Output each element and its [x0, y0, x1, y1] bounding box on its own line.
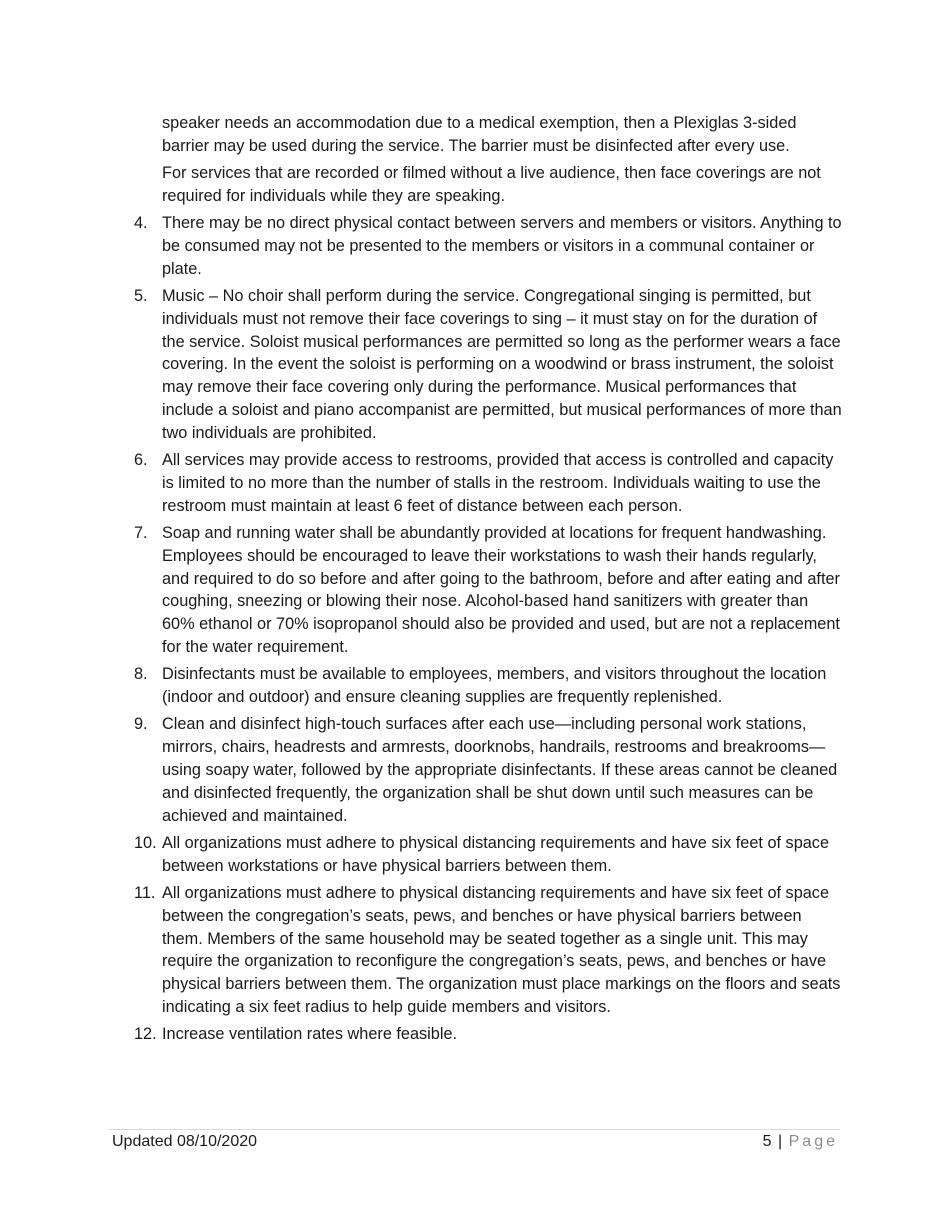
- list-item: [134, 713, 844, 827]
- footer-page-indicator: [763, 1132, 838, 1152]
- list-item: [134, 285, 844, 445]
- list-item-number: 5.: [134, 287, 148, 306]
- list-item: [134, 882, 844, 1019]
- page-number: 5: [762, 1133, 772, 1150]
- list-item-number: 7.: [134, 524, 148, 543]
- body-content: [134, 112, 844, 1051]
- list-item-text: Clean and disinfect high-touch surfaces after each use—including personal work stations, mirrors, chairs, headrests and armrests, doorknobs, handrails, restrooms and breakrooms—using soapy water, followed by the appropriate disinfectants. If these areas cannot be cleaned and disinfected frequently, the organization shall be shut down until such measures can be achieved and maintained.: [162, 715, 838, 825]
- list-item: [134, 212, 844, 280]
- list-item-text: All organizations must adhere to physical distancing requirements and have six feet of space between workstations or have physical barriers between them.: [162, 833, 829, 875]
- list-item-text: There may be no direct physical contact between servers and members or visitors. Anything to be consumed may not be presented to the members or visitors in a communal container or plate.: [162, 214, 842, 278]
- list-item-number: 6.: [134, 451, 148, 470]
- list-item: [134, 449, 844, 517]
- list-item-number: 10.: [134, 833, 157, 852]
- list-item-number: 4.: [134, 214, 148, 233]
- footer-updated-date: Updated 08/10/2020: [112, 1133, 258, 1150]
- list-item: [134, 832, 844, 878]
- continuation-paragraph: speaker needs an accommodation due to a medical exemption, then a Plexiglas 3-sided barrier may be used during the service. The barrier must be disinfected after every use.: [162, 114, 797, 155]
- list-item-text: Music – No choir shall perform during the service. Congregational singing is permitted, but individuals must not remove their face coverings to sing – it must stay on for the duration of the service. Soloist musical performances are permitted so long as the performer wears a face covering. In the event the soloist is performing on a woodwind or brass instrument, the soloist may remove their face covering only during the performance. Musical performances that include a soloist and piano accompanist are permitted, but musical performances of more than two individuals are prohibited.: [162, 287, 842, 442]
- list-item-text: Disinfectants must be available to employees, members, and visitors throughout the location (indoor and outdoor) and ensure cleaning supplies are frequently replenished.: [162, 665, 827, 707]
- list-item: [134, 1023, 844, 1046]
- list-item-text: All services may provide access to restrooms, provided that access is controlled and capacity is limited to no more than the number of stalls in the restroom. Individuals waiting to use the restroom must maintain at least 6 feet of distance between each person.: [162, 451, 834, 515]
- list-item-text: Increase ventilation rates where feasible.: [162, 1025, 458, 1044]
- page-separator: |: [778, 1133, 783, 1150]
- page-word: Page: [788, 1133, 838, 1150]
- list-item-number: 9.: [134, 715, 148, 734]
- list-item-number: 12.: [134, 1025, 157, 1044]
- footer-divider: [109, 1129, 840, 1130]
- list-item: [134, 522, 844, 659]
- list-item-number: 8.: [134, 665, 148, 684]
- list-item-text: Soap and running water shall be abundantly provided at locations for frequent handwashing. Employees should be encouraged to leave their workstations to wash their hands regularly, and required to do so before and after going to the bathroom, before and after eating and after coughing, sneezing or blowing their nose. Alcohol-based hand sanitizers with greater than 60% ethanol or 70% isopropanol should also be provided and used, but are not a replacement for the water requirement.: [162, 524, 840, 657]
- continuation-paragraph: For services that are recorded or filmed without a live audience, then face coverings are not required for individuals while they are speaking.: [162, 164, 821, 205]
- list-item-number: 11.: [134, 884, 156, 902]
- list-item-text: All organizations must adhere to physical distancing requirements and have six feet of space between the congregation’s seats, pews, and benches or have physical barriers between them. Members of the same household may be seated together as a single unit. This may require the organization to reconfigure the congregation’s seats, pews, and benches or have physical barriers between them. The organization must place markings on the floors and seats indicating a six feet radius to help guide members and visitors.: [162, 884, 841, 1016]
- list-item: [134, 663, 844, 709]
